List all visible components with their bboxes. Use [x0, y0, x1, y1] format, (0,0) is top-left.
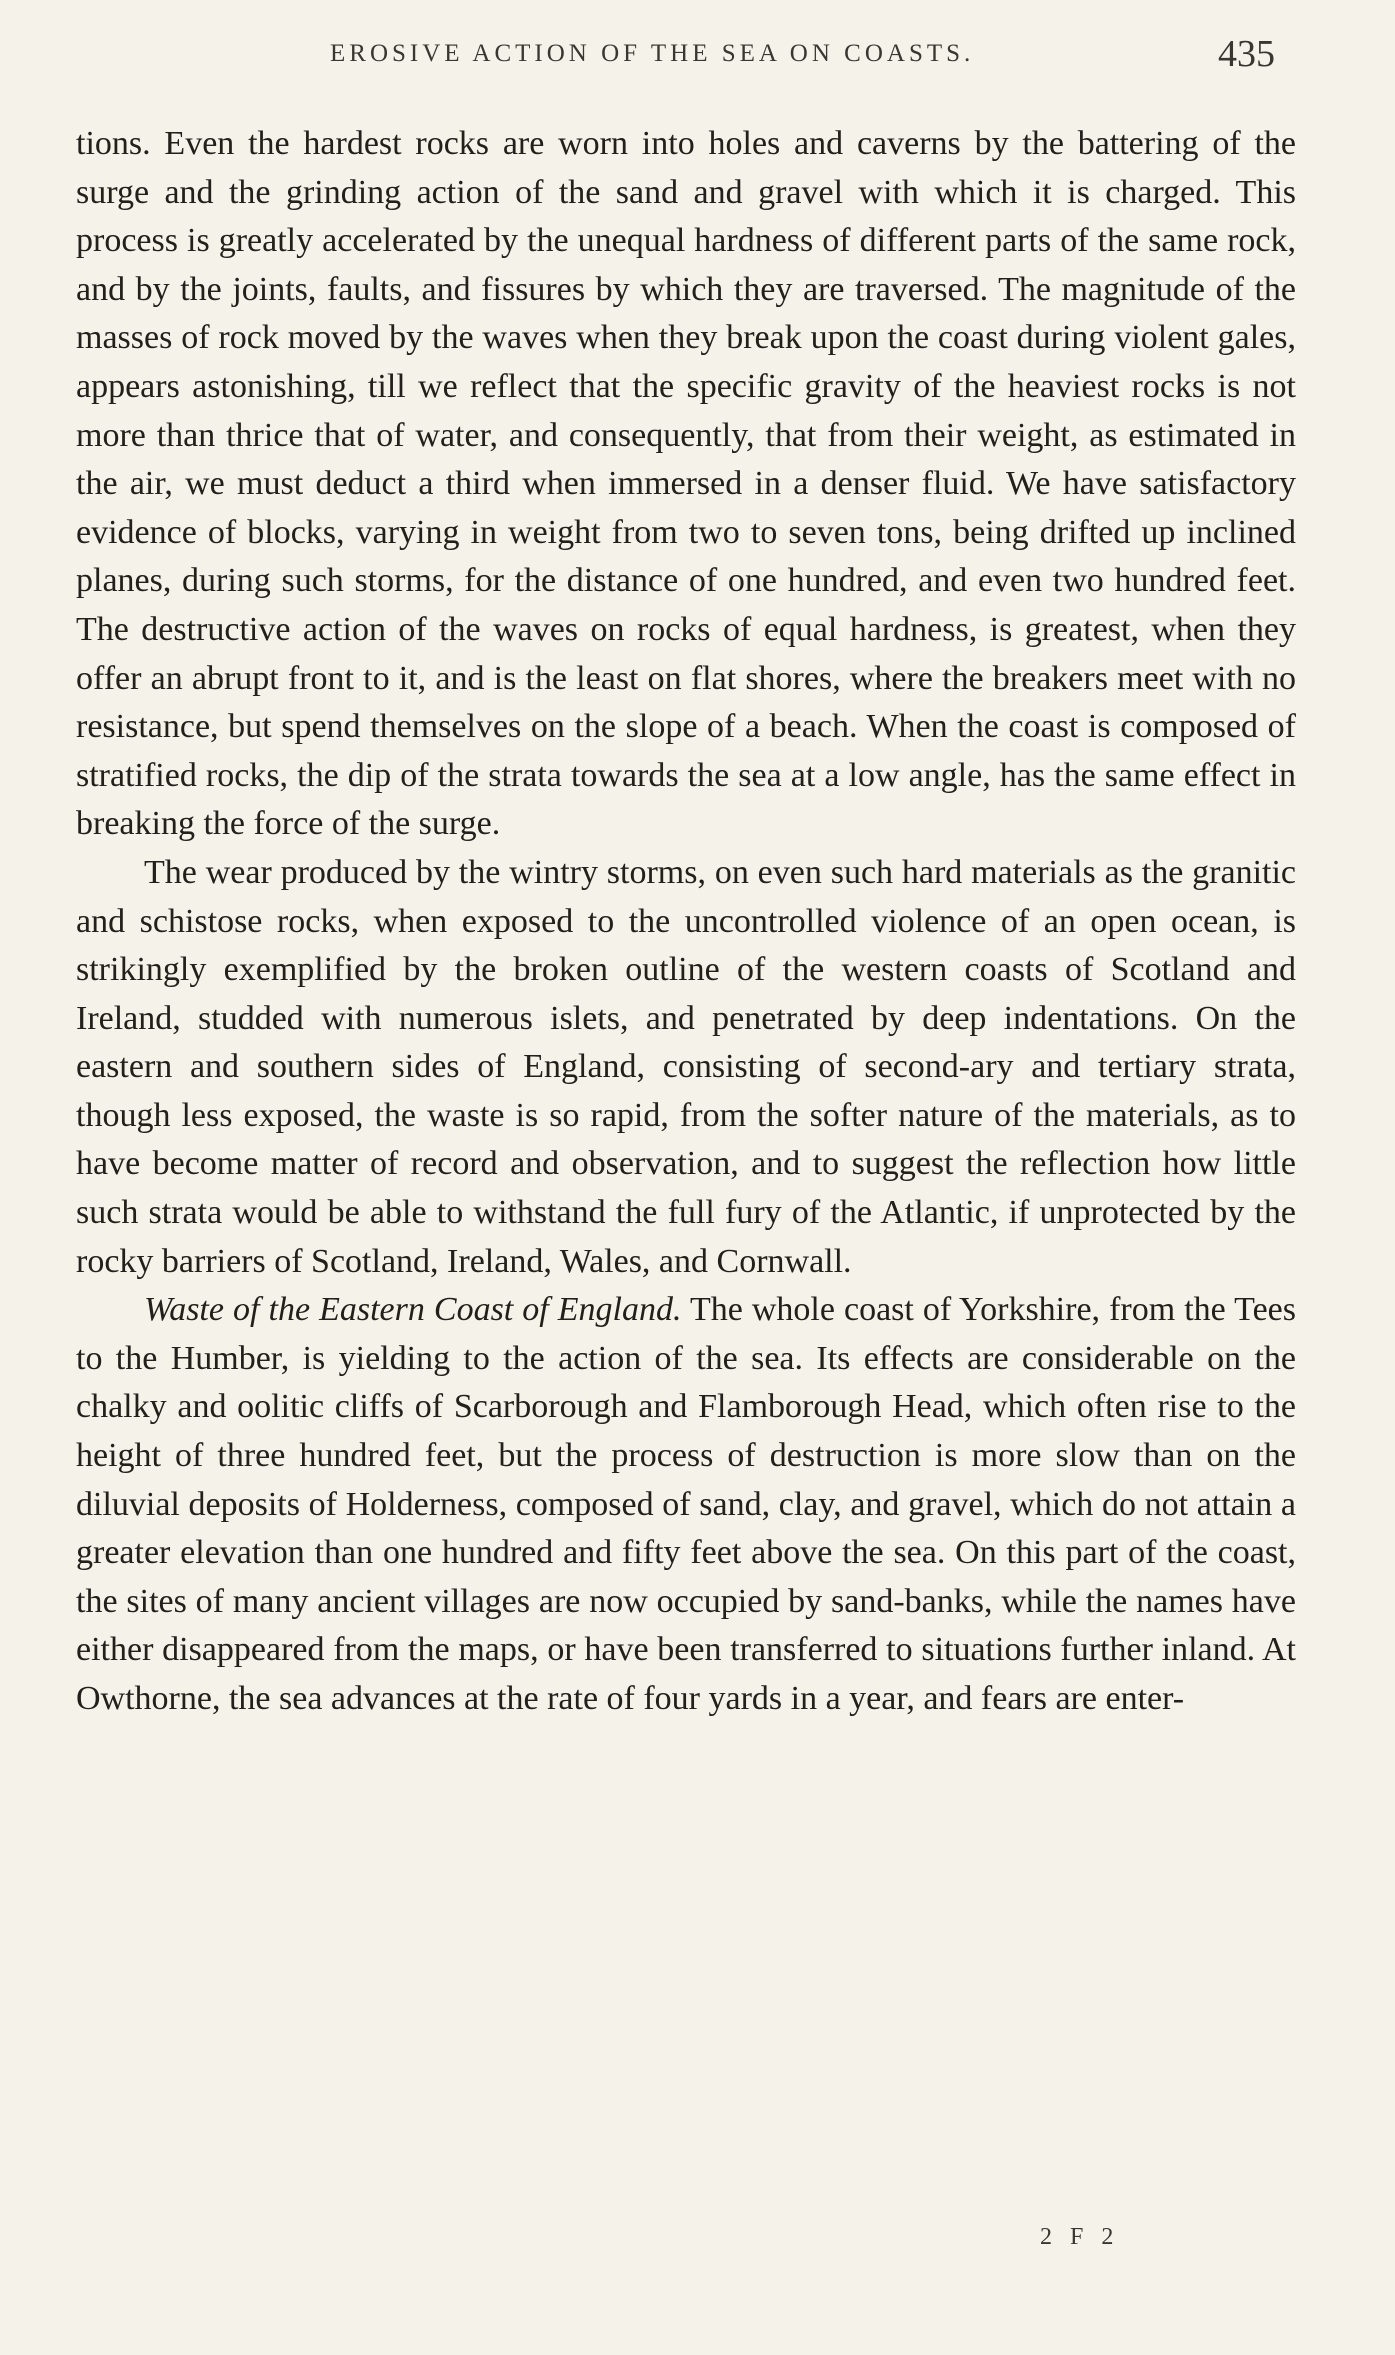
running-head: EROSIVE ACTION OF THE SEA ON COASTS. [330, 40, 975, 67]
paragraph-1: tions. Even the hardest rocks are worn into holes and caverns by the battering of the surge and the grinding action of the sand and gravel with which it is charged. This process is greatly accelerated by the unequal hardness of different parts of the same rock, and by the joints, faults, and fissures by which they are traversed. The magnitude of the masses of rock moved by the waves when they break upon the coast during violent gales, appears astonishing, till we reflect that the specific gravity of the heaviest rocks is not more than thrice that of water, and consequently, that from their weight, as estimated in the air, we must deduct a third when immersed in a denser fluid. We have satisfactory evidence of blocks, varying in weight from two to seven tons, being drifted up inclined planes, during such storms, for the distance of one hundred, and even two hundred feet. The destructive action of the waves on rocks of equal hardness, is greatest, when they offer an abrupt front to it, and is the least on flat shores, where the breakers meet with no resistance, but spend themselves on the slope of a beach. When the coast is composed of stratified rocks, the dip of the strata towards the sea at a low angle, has the same effect in breaking the force of the surge. [76, 125, 1296, 843]
paragraph-2: The wear produced by the wintry storms, on even such hard materials as the granitic and schistose rocks, when exposed to the uncontrolled violence of an open ocean, is strikingly exemplified by the broken outline of the western coasts of Scotland and Ireland, studded with numerous islets, and penetrated by deep indentations. On the eastern and southern sides of England, consisting of second-ary and tertiary strata, though less exposed, the waste is so rapid, from the softer nature of the materials, as to have become matter of record and observation, and to suggest the reflection how little such strata would be able to withstand the full fury of the Atlantic, if unprotected by the rocky barriers of Scotland, Ireland, Wales, and Cornwall. [76, 853, 1296, 1280]
section-heading: Waste of the Eastern Coast of England. [144, 1291, 682, 1329]
body-text [76, 120, 1296, 1724]
page-number: 435 [1218, 33, 1275, 75]
paragraph-3 [76, 1286, 1296, 1723]
signature-mark: 2 F 2 [1040, 2224, 1120, 2250]
paragraph-3-text: The whole coast of Yorkshire, from the Tees to the Humber, is yielding to the action of the sea. Its effects are considerable on the chalky and oolitic cliffs of Scarborough and Flamborough Head, which often rise to the height of three hundred feet, but the process of destruction is more slow than on the diluvial deposits of Holderness, composed of sand, clay, and gravel, which do not attain a greater elevation than one hundred and fifty feet above the sea. On this part of the coast, the sites of many ancient villages are now occupied by sand-banks, while the names have either disappeared from the maps, or have been transferred to situations further inland. At Owthorne, the sea advances at the rate of four yards in a year, and fears are enter- [76, 1291, 1296, 1717]
